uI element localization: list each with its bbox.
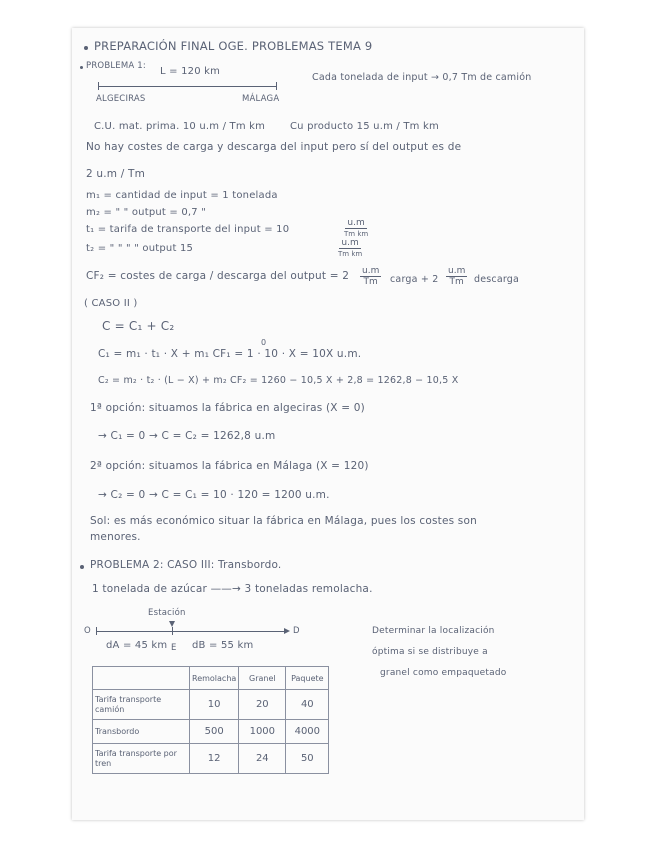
p1-t1-unit: u.m Tm km bbox=[344, 218, 369, 238]
page-title: PREPARACIÓN FINAL OGE. PROBLEMAS TEMA 9 bbox=[94, 39, 373, 53]
p1-opt1-result: → C₁ = 0 → C = C₂ = 1262,8 u.m bbox=[98, 430, 276, 442]
table-cell: 10 bbox=[190, 690, 239, 720]
p1-opt2-result: → C₂ = 0 → C = C₁ = 10 · 120 = 1200 u.m. bbox=[98, 489, 330, 501]
p1-caso: ( CASO II ) bbox=[84, 298, 138, 309]
p1-m2: m₂ = " " output = 0,7 " bbox=[86, 207, 207, 218]
p2-tick-origin bbox=[96, 627, 97, 635]
p2-sugar: 1 tonelada de azúcar ——→ 3 toneladas remolacha. bbox=[92, 583, 373, 595]
p1-solution-line2: menores. bbox=[90, 531, 141, 543]
table-cell: 24 bbox=[239, 744, 286, 774]
table-cell: 12 bbox=[190, 744, 239, 774]
table-header-blank bbox=[93, 667, 190, 690]
table-header-paquete: Paquete bbox=[286, 667, 329, 690]
p1-line-tick-right bbox=[276, 82, 277, 90]
p1-origin: ALGECIRAS bbox=[96, 94, 146, 104]
table-cell: 40 bbox=[286, 690, 329, 720]
p2-tick-station bbox=[172, 627, 173, 635]
p1-t2-unit: u.m Tm km bbox=[338, 238, 363, 258]
p1-destination: MÁLAGA bbox=[242, 94, 280, 104]
p1-heading: PROBLEMA 1: bbox=[86, 61, 146, 71]
table-header-granel: Granel bbox=[239, 667, 286, 690]
table-cell: 50 bbox=[286, 744, 329, 774]
table-row bbox=[93, 720, 329, 744]
table-row-label: Tarifa transporte camión bbox=[93, 690, 190, 720]
p1-cf2-carga: carga + 2 bbox=[390, 274, 439, 285]
table-cell: 500 bbox=[190, 720, 239, 744]
table-cell: 20 bbox=[239, 690, 286, 720]
p1-eq2: C₁ = m₁ · t₁ · X + m₁ CF₁ = 1 · 10 · X = 10X u.m. bbox=[98, 348, 362, 360]
p2-note-line2: óptima si se distribuye a bbox=[372, 647, 488, 657]
p1-cf2-unit-2: $\frac{u.m}{Tm}$ bbox=[448, 266, 466, 287]
p1-eq2-zero: 0 bbox=[261, 338, 267, 347]
p1-distance: L = 120 km bbox=[160, 66, 221, 77]
p1-t2: t₂ = " " " " output 15 bbox=[86, 243, 194, 254]
p2-label-o: O bbox=[84, 626, 91, 636]
table-header-row bbox=[93, 667, 329, 690]
p1-opt1: 1ª opción: situamos la fábrica en algeciras (X = 0) bbox=[90, 402, 365, 414]
p1-cu-prod: Cu producto 15 u.m / Tm km bbox=[290, 121, 439, 132]
p1-solution-line1: Sol: es más económico situar la fábrica en Málaga, pues los costes son bbox=[90, 515, 477, 527]
p2-route-arrow bbox=[284, 628, 290, 634]
table-row-label: Transbordo bbox=[93, 720, 190, 744]
p1-eq1: C = C₁ + C₂ bbox=[102, 319, 175, 333]
p2-heading: PROBLEMA 2: CASO III: Transbordo. bbox=[90, 559, 282, 571]
p1-cu-mat: C.U. mat. prima. 10 u.m / Tm km bbox=[94, 121, 266, 132]
p2-route-line bbox=[96, 631, 284, 632]
p1-t1: t₁ = tarifa de transporte del input = 10 bbox=[86, 224, 290, 235]
p2-note-line1: Determinar la localización bbox=[372, 626, 495, 636]
notebook-page bbox=[72, 28, 584, 820]
p2-note-line3: granel como empaquetado bbox=[380, 668, 507, 678]
p1-conversion: Cada tonelada de input → 0,7 Tm de camión bbox=[312, 72, 532, 83]
p2-label-d: D bbox=[293, 626, 300, 636]
p2-label-e: E bbox=[171, 643, 177, 653]
table-row-label: Tarifa transporte por tren bbox=[93, 744, 190, 774]
p1-eq3: C₂ = m₂ · t₂ · (L − X) + m₂ CF₂ = 1260 − 10,5 X + 2,8 = 1262,8 − 10,5 X bbox=[98, 375, 459, 386]
p2-bullet bbox=[80, 565, 84, 569]
p1-line-tick-left bbox=[98, 82, 99, 90]
table-row bbox=[93, 744, 329, 774]
p2-da: dA = 45 km bbox=[106, 640, 168, 651]
p1-bullet bbox=[80, 66, 83, 69]
table-cell: 1000 bbox=[239, 720, 286, 744]
p1-cf2-descarga: descarga bbox=[474, 274, 520, 285]
title-bullet bbox=[84, 46, 88, 50]
p2-db: dB = 55 km bbox=[192, 640, 254, 651]
p1-opt2: 2ª opción: situamos la fábrica en Málaga (X = 120) bbox=[90, 460, 369, 472]
p1-m1: m₁ = cantidad de input = 1 tonelada bbox=[86, 190, 278, 201]
p2-cost-table bbox=[92, 666, 329, 774]
table-header-remolacha: Remolacha bbox=[190, 667, 239, 690]
p1-cf2-unit-1: $\frac{u.m}{Tm}$ bbox=[362, 266, 380, 287]
p1-no-costs-line1: No hay costes de carga y descarga del input pero sí del output es de bbox=[86, 141, 462, 153]
p1-distance-line bbox=[98, 86, 276, 87]
p1-no-costs-line2: 2 u.m / Tm bbox=[86, 168, 146, 180]
p1-cf2: CF₂ = costes de carga / descarga del output = 2 bbox=[86, 270, 350, 282]
table-cell: 4000 bbox=[286, 720, 329, 744]
p2-station-label: Estación bbox=[148, 608, 186, 618]
table-row bbox=[93, 690, 329, 720]
